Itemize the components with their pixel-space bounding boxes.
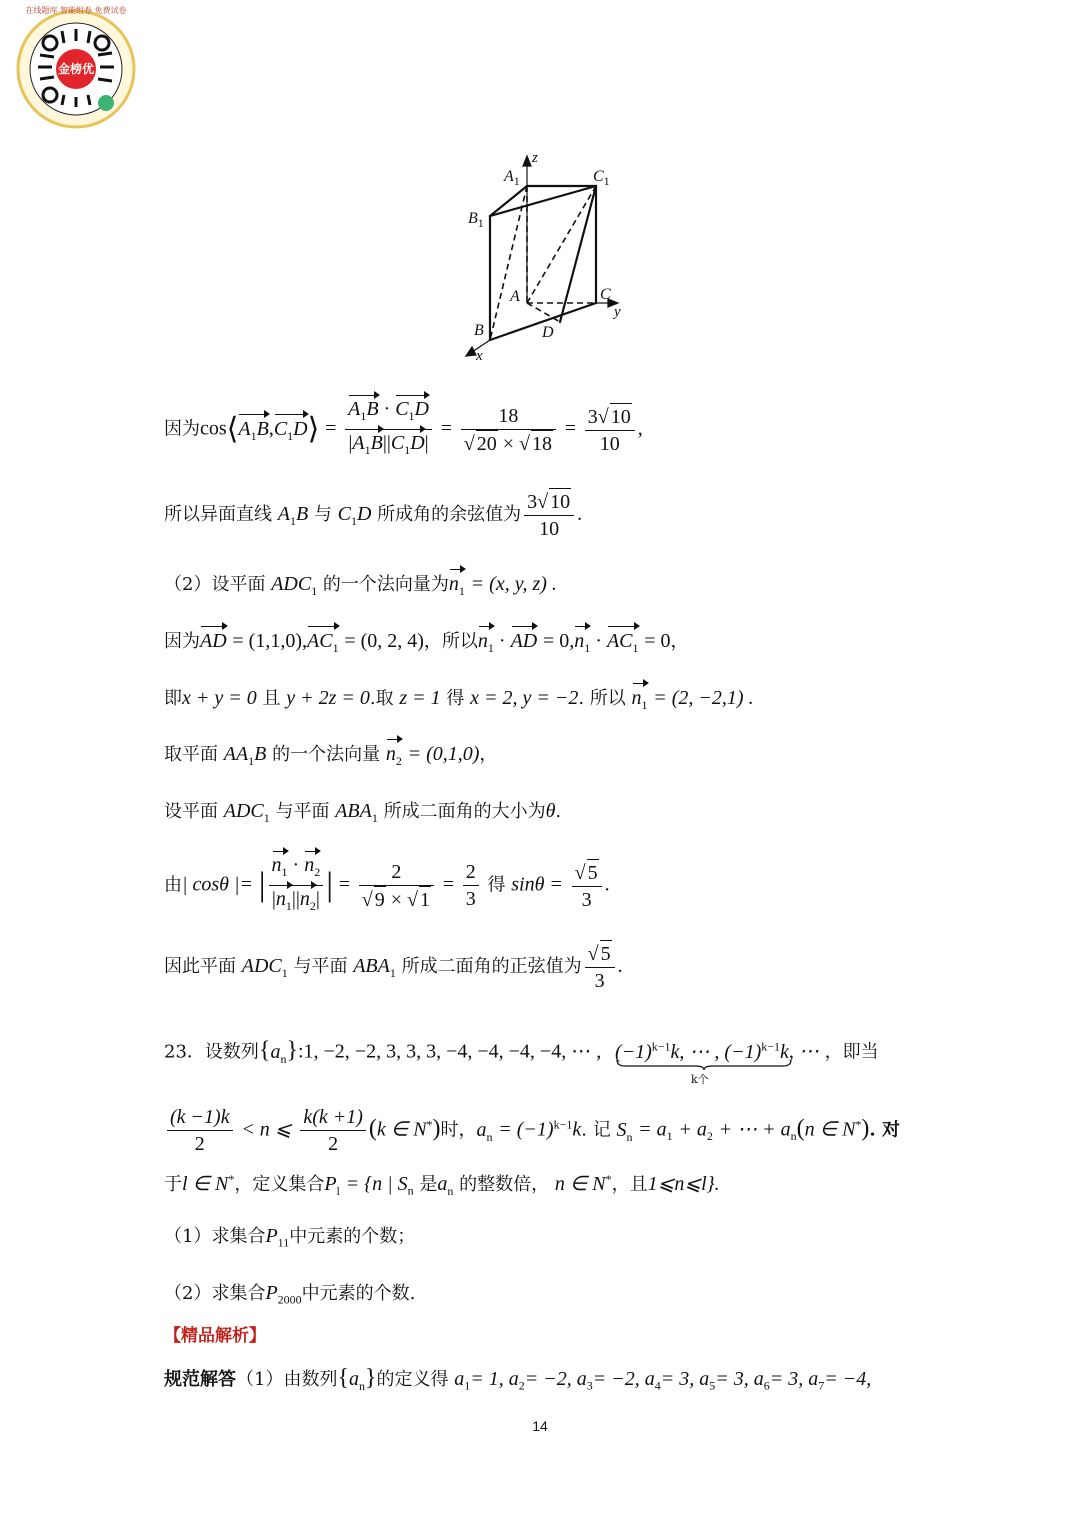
problem-23-part2: （2）求集合$P_{2000}$中元素的个数.: [164, 1282, 416, 1307]
logo-brand-text: 金榜优: [57, 62, 94, 76]
logo-badge: [10, 5, 142, 133]
underbrace-group: $(-1)^{k-1}k$, ⋯ , $(-1)^{k-1}k$ k个: [615, 1032, 789, 1067]
label-z: z: [532, 150, 538, 166]
solution-line-sine-result: 因此平面 $ADC_1$ 与平面 $ABA_1$ 所成二面角的正弦值为 $\frac{√ 5}{3}$ .: [164, 940, 623, 994]
label-y: y: [614, 304, 621, 320]
label-D: D: [542, 324, 554, 341]
solution-line-normal2: 取平面 $AA_1B$ 的一个法向量 $n_2 = (0,1,0)$，: [164, 740, 497, 775]
label-A: A: [510, 288, 520, 305]
answer-line-1: 规范解答（1）由数列$\{a_n\}$的定义得 $a_1= 1$, $a_2= -2$, $a_3= -2$, $a_4= 3$, $a_5= 3$, $a_6= 3$, $a_7= -4$,: [164, 1365, 872, 1393]
edge-C1D: [560, 186, 596, 322]
label-A1: $A_1$: [504, 168, 520, 189]
edge-A1B: [490, 186, 527, 340]
solution-line-cos: 因为$\cos⟨A_1B,C_1D⟩$ = $\frac{A_1B \cdot C_1D}{|A_1B||C_1D|}$ = $\frac{18}{√ 20 \times √ 18}$ = $\frac{3√ 10}{10}$ ,: [164, 396, 643, 463]
solution-line-theta-def: 设平面 $ADC_1$ 与平面 $ABA_1$ 所成二面角的大小为θ.: [164, 800, 562, 825]
underbrace-label: k个: [690, 1073, 709, 1086]
problem-23-statement: 23．设数列$\{a_n\}:1$, −2, −2, 3, 3, 3, −4, −4, −4, −4, ⋯ , $(-1)^{k-1}k$, ⋯ , $(-1)^{k-1}k$ k个 , ⋯ ，即当: [164, 1032, 879, 1073]
problem-23-condition: $\frac{(k -1)k}{2}$ < n ⩽ $\frac{k(k +1)}{2}$ (k ∈ N*)时，$a_n = (-1)^{k-1}k$. 记 $S_n = a_1 + a_2$ + ⋯ + $a_n(n$ ∈ N*). 对: [164, 1104, 900, 1157]
analysis-heading: 【精品解析】: [164, 1326, 266, 1346]
solution-line-solve: 即x + y = 0 且 y + 2z = 0.取 z = 1 得 x = 2, y = −2. 所以 $n_1 = (2$, −2,1) .: [164, 684, 754, 719]
edge-AD: [527, 303, 560, 322]
solution-line-vectors: 因为AD = $(1,1,0),AC_1 = (0$, 2, 4)，所以$n_1$ · AD = $0,n_1 \cdot AC_1 = 0$，: [164, 627, 689, 662]
label-C: C: [600, 286, 611, 303]
label-x: x: [476, 348, 483, 364]
problem-23-set-def: 于l ∈ N*，定义集合$P_l = \{n$ | $S_n$ 是$a_n$ 的整数倍， n ∈ N*，且1⩽n⩽l}.: [164, 1172, 720, 1198]
problem-23-part1: （1）求集合$P_{11}$中元素的个数；: [164, 1225, 416, 1250]
label-C1: $C_1$: [593, 168, 610, 189]
solution-line-cos-theta: 由| cosθ |= | $\frac{n_1 \cdot n_2}{|n_1||n_2|}$ | = $\frac{2}{√ 9 \times √ 1}$ = $\frac{2}{3}$ 得 sinθ = $\frac{√ 5}{3}$ .: [164, 852, 610, 919]
cos-fraction: $\frac{A_1B \cdot C_1D}{|A_1B||C_1D|}$: [345, 396, 432, 463]
logo-ring-text: 在线题库 智能组卷 免费试卷: [25, 6, 127, 15]
axis-z-arrow: [523, 156, 531, 166]
solution-line-normal-def: （2）设平面 $ADC_1$ 的一个法向量为$n_1 = (x$, y, z) .: [164, 570, 557, 605]
prism-figure: [460, 150, 630, 365]
page-number: 14: [532, 1418, 548, 1434]
label-B1: $B_1$: [468, 210, 484, 231]
solution-line-cosine-result: 所以异面直线 $A_1B$ 与 $C_1D$ 所成角的余弦值为 $\frac{3√ 10}{10}$ .: [164, 488, 582, 542]
label-B: B: [474, 322, 484, 339]
axis-x-arrow: [466, 347, 476, 356]
